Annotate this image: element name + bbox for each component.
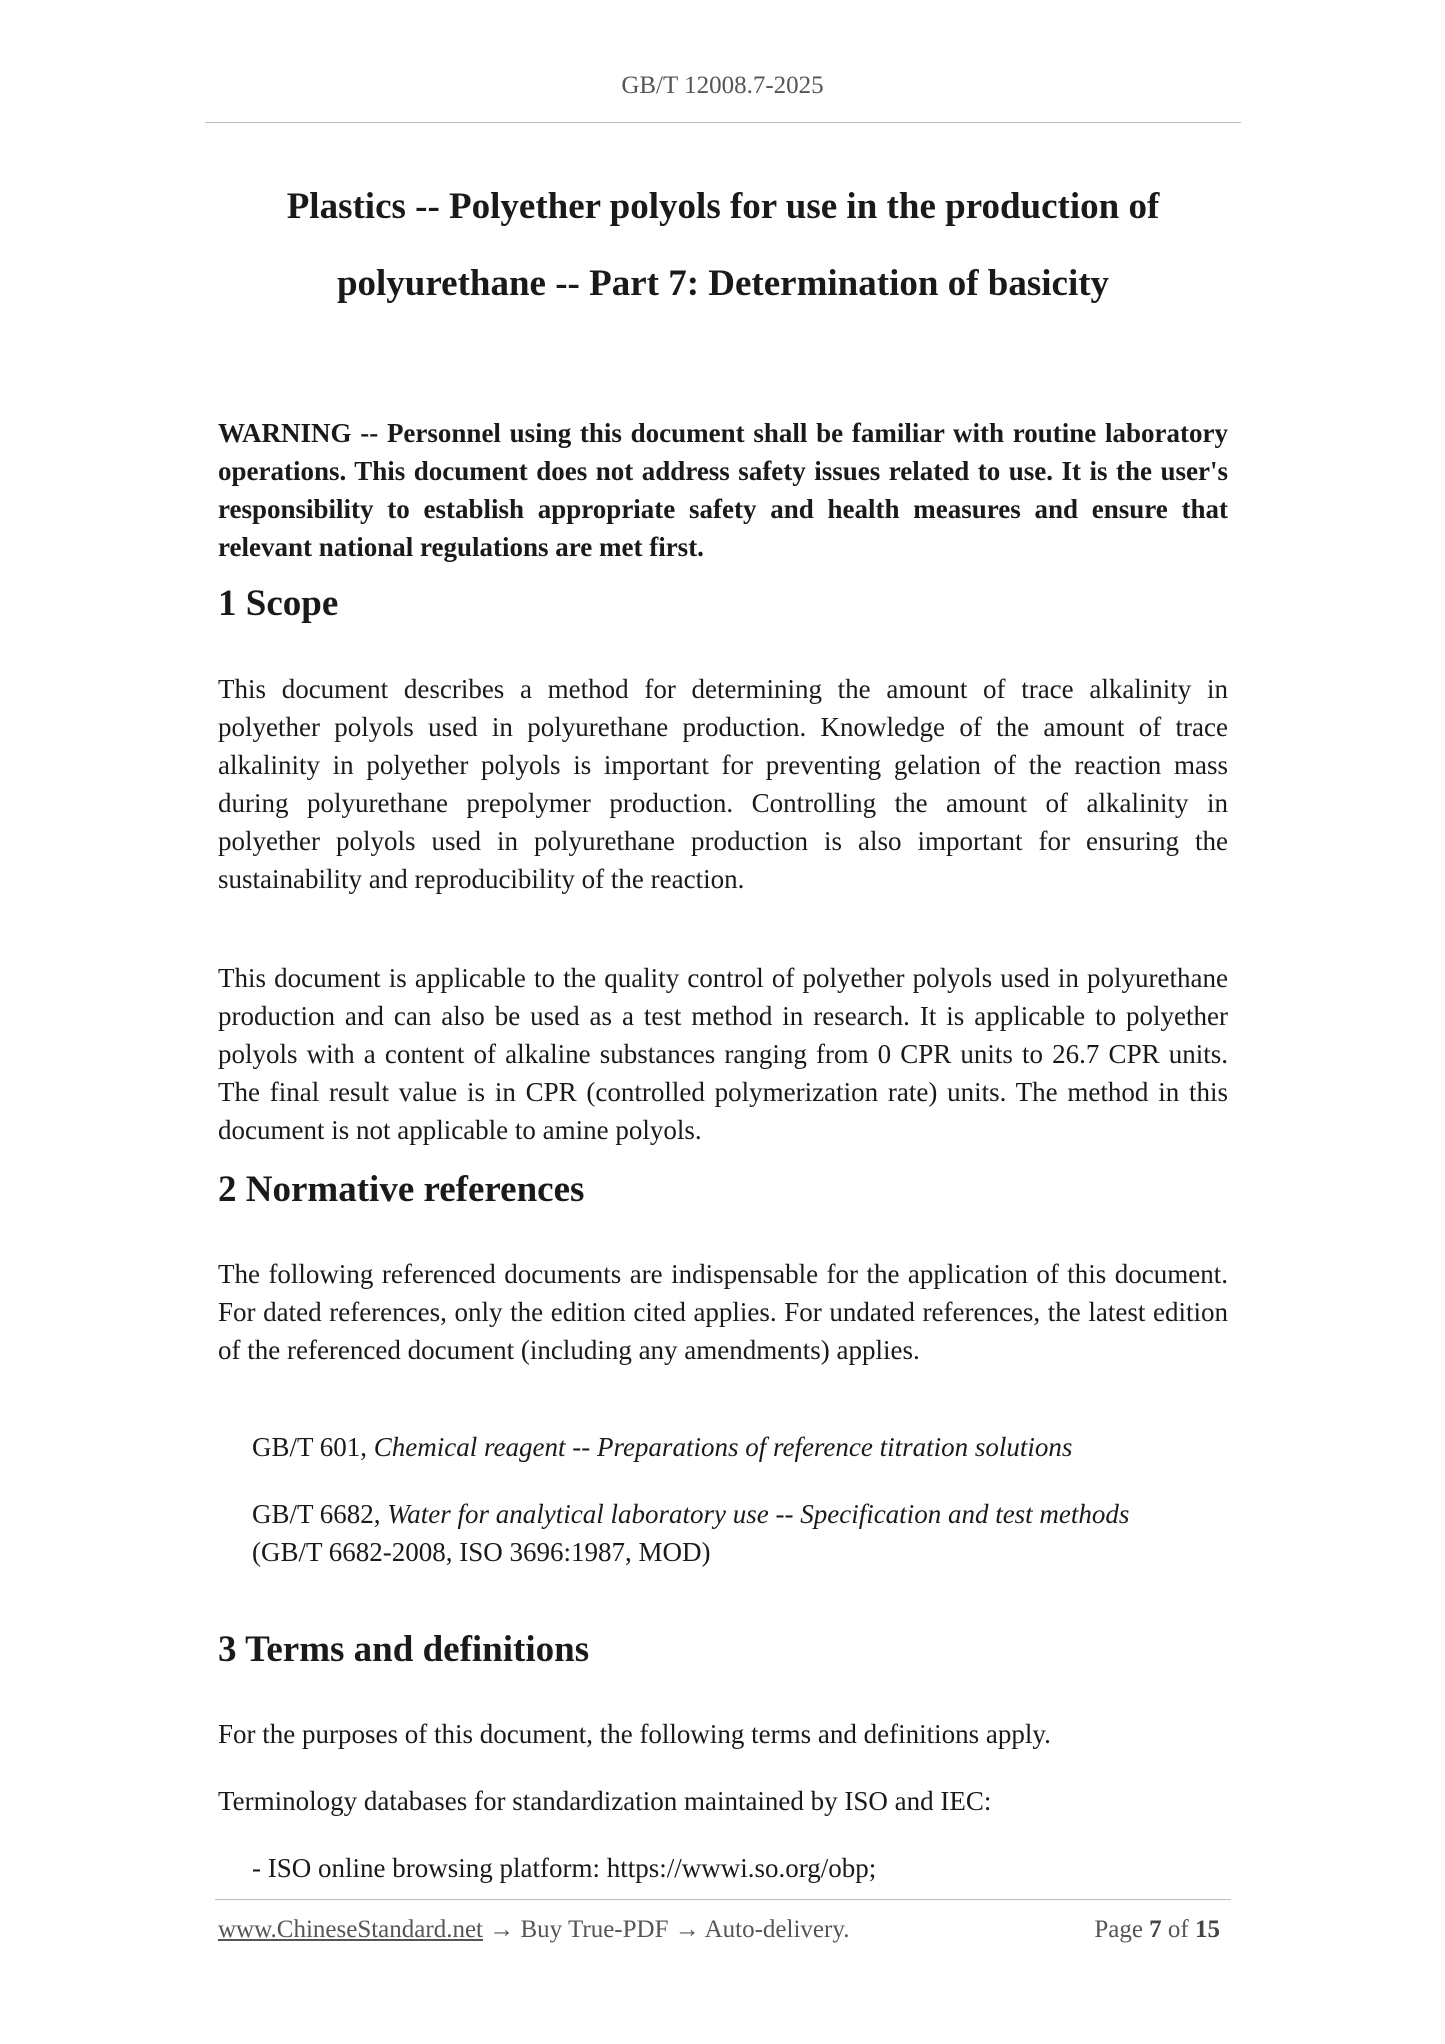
reference-code: GB/T 601, [252,1432,374,1462]
terms-list-item-iso-obp: - ISO online browsing platform: https://wwwi.so.org/obp; [252,1853,877,1883]
header-divider [205,122,1241,123]
running-header: GB/T 12008.7-2025 [621,72,824,99]
scope-paragraph-1: This document describes a method for determining the amount of trace alkalinity in polyether polyols used in polyurethane production. Knowledge of the amount of trace alkalinity in polyether polyols is important for preventing gelation of the reaction mass during polyurethane prepolymer production. Controlling the amount of alkalinity in polyether polyols used in polyurethane production is also important for ensuring the sustainability and reproducibility of the reaction. [218,674,1228,894]
reference-title: Water for analytical laboratory use -- Specification and test methods [387,1499,1130,1529]
footer-divider [215,1899,1231,1900]
title-line-2: polyurethane -- Part 7: Determination of basicity [336,263,1110,304]
reference-code: GB/T 6682, [252,1499,388,1529]
section-heading-terms-definitions: 3 Terms and definitions [218,1629,590,1670]
page-label: Page [1094,1916,1143,1943]
footer-promo-text: → Buy True-PDF → Auto-delivery. [483,1916,850,1943]
reference-gbt-601 [252,1428,1228,1466]
reference-note: (GB/T 6682-2008, ISO 3696:1987, MOD) [252,1537,711,1567]
scope-paragraph-2: This document is applicable to the quality control of polyether polyols used in polyurethane production and can also be used as a test method in research. It is applicable to polyether polyols with a content of alkaline substances ranging from 0 CPR units to 26.7 CPR units. The final result value is in CPR (controlled polymerization rate) units. The method in this document is not applicable to amine polyols. [218,963,1228,1145]
document-title [205,168,1241,322]
terms-paragraph-2: Terminology databases for standardization maintained by ISO and IEC: [218,1786,992,1816]
terms-paragraph-1: For the purposes of this document, the following terms and definitions apply. [218,1719,1051,1749]
normative-intro-paragraph: The following referenced documents are indispensable for the application of this document. For dated references, only the edition cited applies. For undated references, the latest edition of the referenced document (including any amendments) applies. [218,1259,1228,1365]
warning-notice: WARNING -- Personnel using this document shall be familiar with routine laboratory operations. This document does not address safety issues related to use. It is the user's responsibility to establish appropriate safety and health measures and ensure that relevant national regulations are met first. [218,418,1228,562]
title-line-1: Plastics -- Polyether polyols for use in the production of [286,186,1160,227]
page-total: 15 [1195,1916,1220,1943]
section-heading-normative-references: 2 Normative references [218,1169,585,1210]
of-label: of [1167,1916,1189,1943]
page-indicator [1094,1916,1220,1944]
reference-title: Chemical reagent -- Preparations of reference titration solutions [373,1432,1073,1462]
site-link[interactable]: www.ChineseStandard.net [218,1916,483,1943]
footer-promo [218,1916,849,1944]
page-number: 7 [1149,1916,1162,1943]
section-heading-scope: 1 Scope [218,583,339,624]
reference-gbt-6682 [252,1495,1228,1571]
